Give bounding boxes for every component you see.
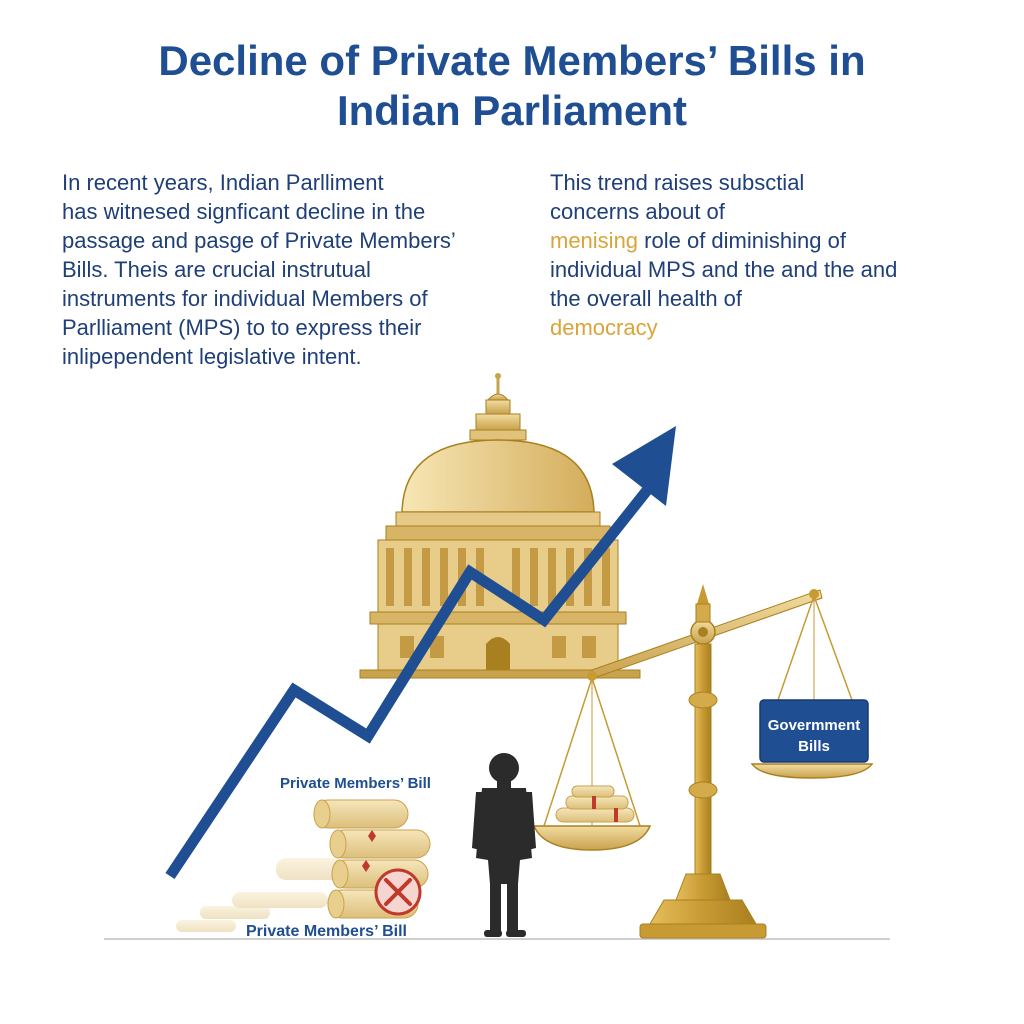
concern-line: the overall health of (550, 286, 743, 311)
pmb-label-top: Private Members’ Bill (280, 775, 431, 792)
intro-line: has witnesed signficant decline in the (62, 199, 426, 224)
intro-line: instruments for individual Members of (62, 286, 428, 311)
concern-line: concerns about of (550, 199, 725, 224)
government-bills-box (760, 700, 868, 762)
title-line-1: Decline of Private Members’ Bills in (158, 37, 866, 84)
scroll-stack-icon (556, 786, 634, 822)
reject-x-icon (376, 870, 420, 914)
title-line-2: Indian Parliament (336, 87, 688, 134)
faded-scroll-icon (176, 858, 342, 932)
concern-line: individual MPS and the and the and (550, 257, 898, 282)
concern-line-rest: role of diminishing of (638, 228, 846, 253)
person-silhouette-icon (472, 753, 536, 937)
intro-line: Bills. Theis are crucial instrutual (62, 257, 371, 282)
pmb-label-bottom: Private Members’ Bill (246, 923, 407, 940)
parliament-dome-icon (360, 373, 640, 678)
government-bills-label-line1: Govermment (767, 717, 861, 734)
concern-highlight-word: menising (550, 228, 639, 253)
intro-line: Parlliament (MPS) to to express their (62, 315, 422, 340)
intro-line: In recent years, Indian Parlliment (62, 170, 384, 195)
concern-line: This trend raises subsctial (550, 170, 805, 195)
intro-line: inlipependent legislative intent. (62, 344, 362, 369)
intro-line: passage and pasge of Private Members’ (62, 228, 456, 253)
concern-highlight-democracy: democracy (550, 315, 658, 340)
government-bills-label-line2: Bills (798, 738, 830, 755)
